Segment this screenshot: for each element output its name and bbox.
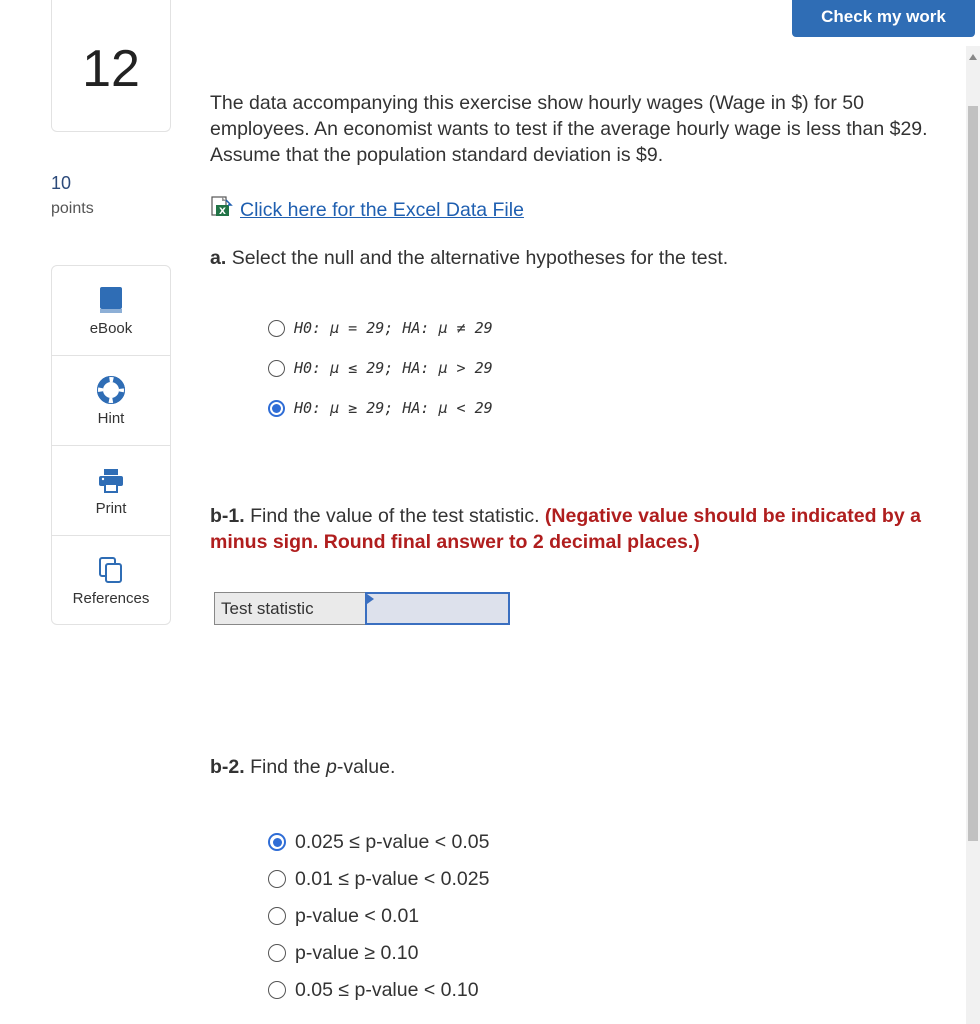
check-my-work-button[interactable]: Check my work	[792, 0, 975, 37]
part-b1-instruction: (Negative value should be indicated by a minus sign. Round final answer to 2 decimal places.)	[210, 505, 921, 553]
p-value-option[interactable]	[268, 867, 489, 891]
p-value-option-text: 0.05 ≤ p-value < 0.10	[295, 978, 479, 1001]
h0-text: H0: μ = 29;	[294, 319, 394, 337]
radio-button[interactable]	[268, 981, 286, 999]
radio-button[interactable]	[268, 944, 286, 962]
p-value-option[interactable]	[268, 941, 489, 965]
radio-button[interactable]	[268, 320, 285, 337]
p-value-option[interactable]	[268, 904, 489, 928]
radio-button[interactable]	[268, 360, 285, 377]
scrollbar-thumb[interactable]	[968, 106, 978, 841]
excel-file-icon	[210, 196, 234, 224]
hint-label: Hint	[97, 410, 125, 427]
references-button[interactable]	[52, 536, 170, 625]
p-value-option-text: p-value ≥ 0.10	[295, 941, 419, 964]
p-value-option-text: p-value < 0.01	[295, 904, 420, 927]
part-a-text: Select the null and the alternative hypotheses for the test.	[231, 247, 729, 269]
ebook-label: eBook	[89, 320, 133, 337]
radio-button-selected[interactable]	[268, 400, 285, 417]
radio-button-selected[interactable]	[268, 833, 286, 851]
part-a-question	[210, 247, 728, 270]
p-value-option[interactable]	[268, 978, 489, 1002]
hypothesis-option[interactable]	[268, 398, 493, 418]
hypothesis-option[interactable]	[268, 318, 493, 338]
ha-text: HA: μ ≠ 29	[402, 319, 493, 337]
ha-text: HA: μ > 29	[402, 359, 493, 377]
p-italic: p	[325, 756, 337, 778]
excel-file-link-row	[210, 196, 524, 224]
scroll-up-arrow-icon[interactable]	[969, 54, 977, 60]
part-b1-label: b-1.	[210, 505, 245, 527]
part-b1-question	[210, 503, 930, 555]
hypothesis-options	[268, 318, 493, 438]
ebook-button[interactable]	[52, 266, 170, 356]
h0-text: H0: μ ≤ 29;	[294, 359, 394, 377]
printer-icon	[98, 464, 124, 494]
test-statistic-table	[214, 592, 510, 625]
points-value: 10	[51, 173, 72, 193]
part-b1-text: Find the value of the test statistic.	[250, 505, 540, 527]
question-prompt: The data accompanying this exercise show hourly wages (Wage in $) for 50 employees. An economist wants to test if the average hourly wage is less than $29. Assume that the population standard deviation is $9.	[210, 92, 928, 166]
question-number-box	[51, 0, 171, 132]
page-scrollbar[interactable]	[966, 46, 980, 1024]
references-label: References	[72, 590, 150, 607]
part-b2-label: b-2.	[210, 756, 245, 778]
part-b2-text-end: -value.	[336, 756, 396, 778]
hypothesis-option[interactable]	[268, 358, 493, 378]
print-button[interactable]	[52, 446, 170, 536]
svg-text:X: X	[219, 207, 226, 217]
question-number: 12	[82, 39, 140, 98]
h0-text: H0: μ ≥ 29;	[294, 399, 394, 417]
part-b2-question	[210, 756, 395, 779]
print-label: Print	[95, 500, 127, 517]
part-a-label: a.	[210, 247, 227, 269]
p-value-option[interactable]	[268, 830, 489, 854]
resource-tools-panel	[51, 265, 171, 625]
radio-button[interactable]	[268, 870, 286, 888]
test-statistic-input[interactable]	[365, 592, 510, 625]
hint-button[interactable]	[52, 356, 170, 446]
ha-text: HA: μ < 29	[402, 399, 493, 417]
excel-data-file-link[interactable]: Click here for the Excel Data File	[240, 198, 524, 221]
radio-button[interactable]	[268, 907, 286, 925]
book-icon	[99, 284, 123, 314]
lifebuoy-icon	[97, 374, 125, 404]
part-b2-text: Find the	[250, 756, 321, 778]
p-value-option-text: 0.01 ≤ p-value < 0.025	[295, 867, 490, 890]
p-value-option-text: 0.025 ≤ p-value < 0.05	[295, 830, 490, 853]
test-statistic-label: Test statistic	[215, 593, 366, 624]
documents-icon	[98, 554, 124, 584]
points-label: points	[51, 200, 94, 217]
p-value-options	[268, 830, 489, 1015]
